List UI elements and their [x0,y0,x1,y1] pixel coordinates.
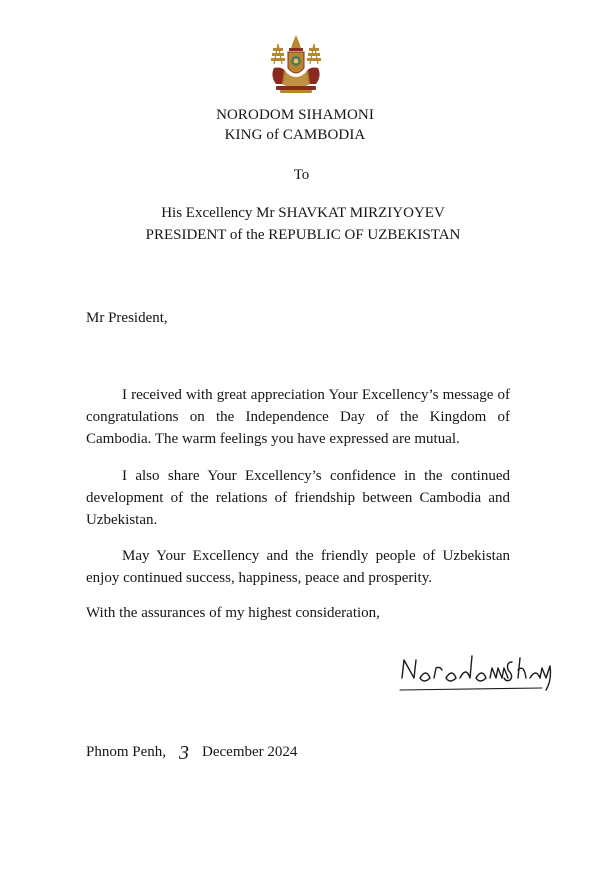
body-paragraph: I received with great appreciation Your Excellency’s message of congratulations on the Independence Day of the Kingdom of Cambodia. The warm feelings you have expressed are mutual. [86,387,510,447]
sender-title: KING of CAMBODIA [224,127,366,143]
date-day: 3 [179,742,190,764]
recipient-title: PRESIDENT of the REPUBLIC OF UZBEKISTAN [145,227,461,243]
handwritten-signature-icon [396,644,552,696]
sender-name: NORODOM SIHAMONI [216,107,374,123]
salutation: Mr President, [86,310,168,326]
body-paragraph: May Your Excellency and the friendly people of Uzbekistan enjoy continued success, happiness, peace and prosperity. [86,548,510,586]
body-paragraph: I also share Your Excellency’s confidence in the continued development of the relations of friendship between Cambodia and Uzbekistan. [86,468,510,528]
date-place: Phnom Penh, [86,744,167,760]
recipient-name: His Excellency Mr SHAVKAT MIRZIYOYEV [161,205,445,221]
closing-line: With the assurances of my highest consideration, [86,605,380,621]
to-label: To [293,167,310,183]
dateline [86,742,297,765]
royal-coat-of-arms-icon [264,34,328,94]
date-month-year: December 2024 [202,744,298,760]
